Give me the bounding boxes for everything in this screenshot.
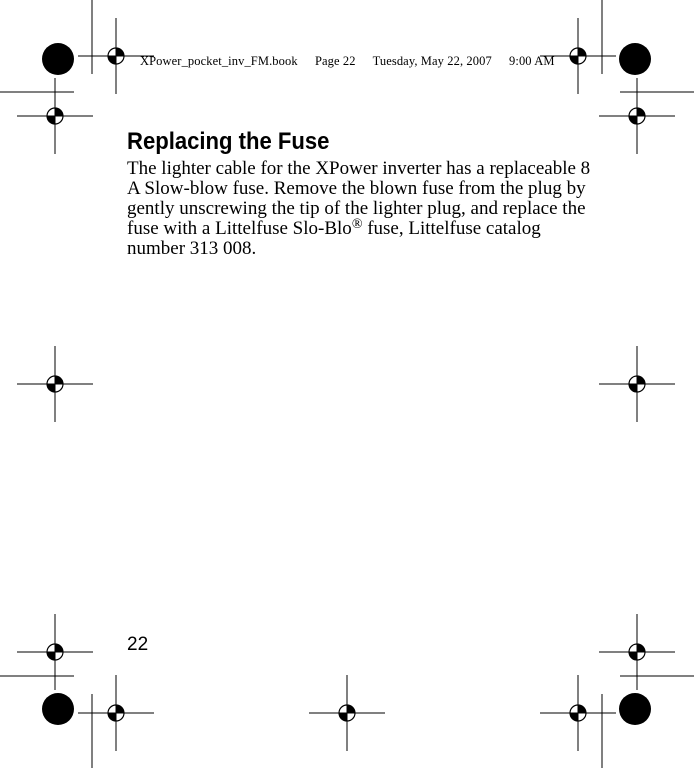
paragraph-text: The lighter cable for the XPower inverter has a replaceable 8 A Slow-blow fuse. Remove the blown fuse from the plug by gently unscrewing the tip of the lighter plug, and replace the fuse with a Littelfuse Slo-Blo xyxy=(127,158,591,239)
page-number: 22 xyxy=(127,634,149,655)
registered-mark: ® xyxy=(351,217,363,232)
paragraph-text-end: fuse, Littelfuse catalog number 313 008. xyxy=(127,218,541,259)
registration-targets xyxy=(17,18,675,751)
slug-page: Page 22 xyxy=(314,54,356,68)
slug-time: 9:00 AM xyxy=(509,54,555,68)
section-title: Replacing the Fuse xyxy=(127,128,330,155)
slug-file: XPower_pocket_inv_FM.book xyxy=(140,54,298,68)
slug-date: Tuesday, May 22, 2007 xyxy=(372,54,492,68)
print-slug xyxy=(140,54,600,69)
body-paragraph xyxy=(127,159,597,259)
